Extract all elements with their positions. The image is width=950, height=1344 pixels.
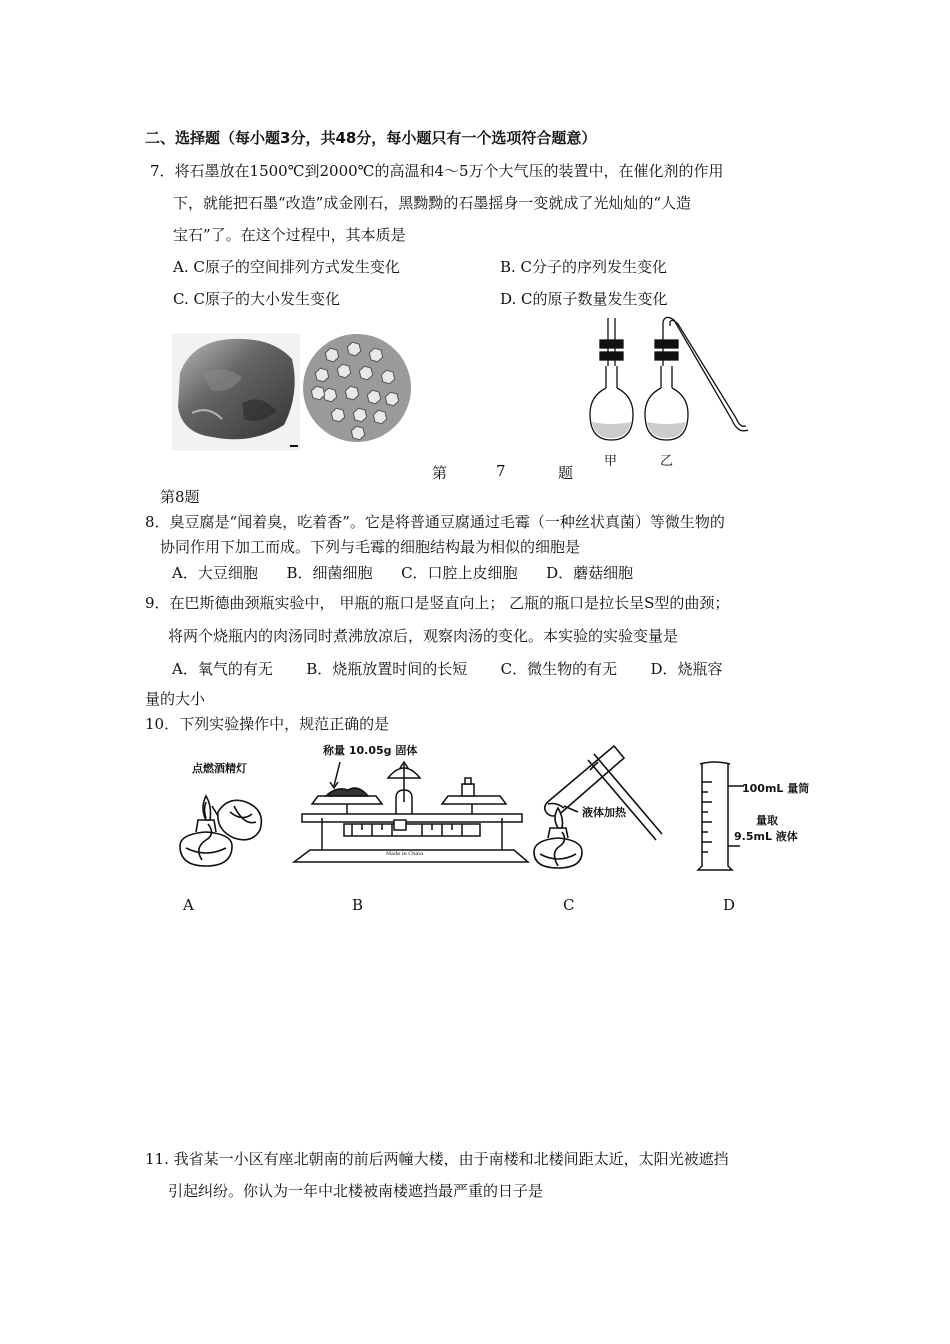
q7-option-c: C. C原子的大小发生变化	[173, 290, 340, 308]
flask-jia-label: 甲	[604, 454, 618, 469]
diamond-crystals-image	[302, 333, 412, 443]
caption-q7-part2: 7	[496, 462, 506, 480]
fig-d-label-1: 100mL 量筒	[742, 782, 810, 795]
caption-q7-part1: 第	[432, 464, 448, 482]
caption-q7-part3: 题	[558, 464, 574, 482]
q10-letter-a: A	[183, 896, 194, 914]
q10-letter-d: D	[723, 896, 736, 914]
fig-c-label: 液体加热	[582, 806, 626, 819]
fig-b-small-text: Made in China	[386, 851, 424, 857]
flask-yi-label: 乙	[660, 454, 674, 469]
caption-q8: 第8题	[160, 488, 200, 506]
flask-jia	[590, 318, 633, 440]
q7-option-d: D. C的原子数量发生变化	[500, 290, 668, 308]
q8-line2: 协同作用下加工而成。下列与毛霉的细胞结构最为相似的细胞是	[160, 538, 581, 556]
fig-d-graduated-cylinder	[690, 762, 750, 876]
fig-a-label: 点燃酒精灯	[192, 762, 247, 775]
q9-line2: 将两个烧瓶内的肉汤同时煮沸放凉后，观察肉汤的变化。本实验的实验变量是	[168, 627, 679, 645]
fig-d-label-2: 量取	[756, 814, 778, 827]
graphite-rock-image	[172, 333, 300, 451]
q8-line1: 8．臭豆腐是“闻着臭，吃着香”。它是将普通豆腐通过毛霉（一种丝状真菌）等微生物的	[145, 513, 725, 531]
q10-letter-b: B	[352, 896, 364, 914]
q11-line1: 11. 我省某一小区有座北朝南的前后两幢大楼，由于南楼和北楼间距太近，太阳光被遮挡	[145, 1150, 729, 1168]
q9-options: A．氧气的有无 B．烧瓶放置时间的长短 C．微生物的有无 D．烧瓶容	[172, 660, 723, 678]
fig-a-alcohol-lamps	[172, 782, 272, 872]
q10-stem: 10．下列实验操作中，规范正确的是	[145, 715, 390, 733]
flask-yi	[645, 317, 748, 440]
swan-neck-flasks-figure	[588, 318, 758, 448]
q9-line1: 9．在巴斯德曲颈瓶实验中， 甲瓶的瓶口是竖直向上； 乙瓶的瓶口是拉长呈S型的曲颈；	[145, 594, 730, 612]
q7-line3: 宝石”了。在这个过程中，其本质是	[173, 226, 406, 244]
q7-option-a: A. C原子的空间排列方式发生变化	[173, 258, 400, 276]
q7-line2: 下，就能把石墨“改造”成金刚石，黑黝黝的石墨摇身一变就成了光灿灿的“人造	[173, 194, 692, 212]
q10-letter-c: C	[563, 896, 575, 914]
q9-line4: 量的大小	[145, 690, 206, 708]
q11-line2: 引起纠纷。你认为一年中北楼被南楼遮挡最严重的日子是	[168, 1182, 544, 1200]
fig-b-label: 称量 10.05g 固体	[323, 744, 418, 757]
section-title: 二、选择题（每小题3分，共48分，每小题只有一个选项符合题意）	[145, 129, 597, 147]
fig-d-label-3: 9.5mL 液体	[734, 830, 798, 843]
q7-line1: 7．将石墨放在1500℃到2000℃的高温和4～5万个大气压的装置中，在催化剂的作用	[150, 162, 724, 180]
q8-options: A．大豆细胞 B．细菌细胞 C．口腔上皮细胞 D．蘑菇细胞	[172, 564, 634, 582]
q7-option-b: B. C分子的序列发生变化	[500, 258, 668, 276]
